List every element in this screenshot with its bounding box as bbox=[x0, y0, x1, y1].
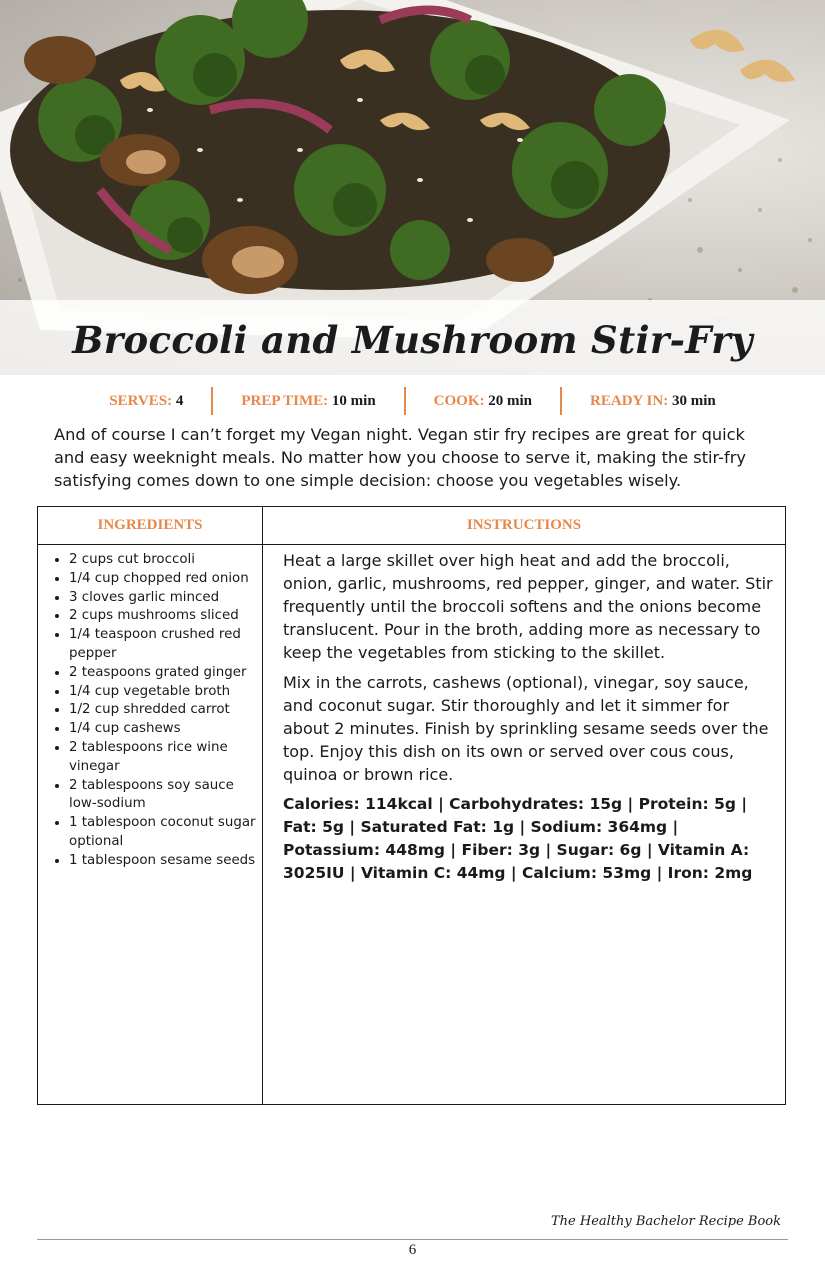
ingredients-list bbox=[46, 551, 256, 871]
list-item: • 1 tablespoon coconut sugar optional bbox=[69, 814, 256, 852]
list-item: • 1/4 cup chopped red onion bbox=[69, 570, 256, 589]
list-item: • 2 tablespoons rice wine vinegar bbox=[69, 739, 256, 777]
list-item: • 1/2 cup shredded carrot bbox=[69, 701, 256, 720]
stat-serves bbox=[81, 387, 213, 415]
stat-value: 20 min bbox=[488, 393, 533, 409]
hero-photo bbox=[0, 0, 825, 375]
list-item: • 1/4 cup vegetable broth bbox=[69, 683, 256, 702]
column-divider bbox=[262, 507, 263, 1104]
nutrition-facts: Calories: 114kcal | Carbohydrates: 15g | Protein: 5g | Fat: 5g | Saturated Fat: 1g | Sodium: 364mg | Potassium: 448mg | Fiber: 3g | Sugar: 6g | Vitamin A: 3025IU | Vitamin C: 44mg | Calcium: 53mg | Iron: 2mg bbox=[283, 795, 753, 882]
list-item: • 1/4 teaspoon crushed red pepper bbox=[69, 626, 256, 664]
stat-value: 10 min bbox=[331, 393, 376, 409]
book-title: The Healthy Bachelor Recipe Book bbox=[550, 1214, 781, 1229]
stat-label: READY IN: bbox=[590, 393, 669, 409]
stat-ready-in bbox=[562, 387, 744, 415]
stat-value: 30 min bbox=[671, 393, 716, 409]
intro-paragraph: And of course I can’t forget my Vegan night. Vegan stir fry recipes are great for quick and easy weeknight meals. No matter how you choose to serve it, making the stir-fry satisfying comes down to one simple decision: choose you vegetables wisely. bbox=[54, 425, 746, 490]
instructions-header: INSTRUCTIONS bbox=[466, 517, 582, 533]
header-divider bbox=[38, 544, 785, 545]
stat-prep-time bbox=[213, 387, 405, 415]
recipe-stats bbox=[0, 386, 825, 416]
stat-label: PREP TIME: bbox=[241, 393, 329, 409]
list-item: • 2 cups cut broccoli bbox=[69, 551, 256, 570]
recipe-table bbox=[37, 506, 786, 1105]
list-item: • 1 tablespoon sesame seeds bbox=[69, 852, 256, 871]
ingredients-header: INGREDIENTS bbox=[97, 517, 203, 533]
recipe-title: Broccoli and Mushroom Stir-Fry bbox=[72, 317, 753, 362]
stat-cook-time bbox=[406, 387, 562, 415]
list-item: • 2 tablespoons soy sauce low-sodium bbox=[69, 777, 256, 815]
footer-divider bbox=[37, 1239, 788, 1240]
list-item: • 1/4 cup cashews bbox=[69, 720, 256, 739]
page-number: 6 bbox=[408, 1242, 417, 1258]
title-band bbox=[0, 300, 825, 375]
list-item: • 3 cloves garlic minced bbox=[69, 589, 256, 608]
instructions-body bbox=[283, 549, 778, 892]
list-item: • 2 teaspoons grated ginger bbox=[69, 664, 256, 683]
instruction-step: Mix in the carrots, cashews (optional), vinegar, soy sauce, and coconut sugar. Stir thoroughly and let it simmer for about 2 minutes. Finish by sprinkling sesame seeds over the top. Enjoy this dish on its own or served over cous cous, quinoa or brown rice. bbox=[283, 673, 769, 784]
stat-label: SERVES: bbox=[109, 393, 173, 409]
list-item: • 2 cups mushrooms sliced bbox=[69, 607, 256, 626]
instruction-step: Heat a large skillet over high heat and add the broccoli, onion, garlic, mushrooms, red pepper, ginger, and water. Stir frequently until the broccoli softens and the onions become translucent. Pour in the broth, adding more as necessary to keep the vegetables from sticking to the skillet. bbox=[283, 551, 773, 662]
stat-value: 4 bbox=[175, 393, 184, 409]
stat-label: COOK: bbox=[433, 393, 485, 409]
